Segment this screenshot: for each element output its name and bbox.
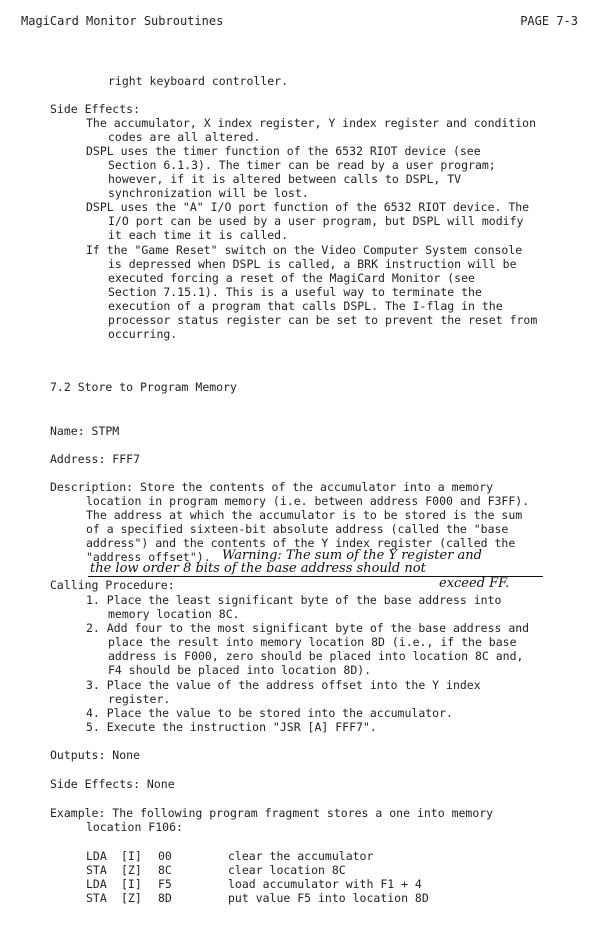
handwritten-warning-2: the low order 8 bits of the base address should not — [90, 561, 426, 576]
page-number: PAGE 7-3 — [520, 14, 578, 28]
body-line: right keyboard controller. — [108, 74, 289, 88]
code-arg: 00 — [158, 849, 172, 863]
procedure-step: 3. Place the value of the address offset into the Y index — [86, 678, 481, 692]
body-line: however, if it is altered between calls to DSPL, TV — [108, 172, 462, 186]
code-comment: clear location 8C — [228, 863, 346, 877]
body-line: DSPL uses the "A" I/O port function of the 6532 RIOT device. The — [86, 200, 530, 214]
body-line: codes are all altered. — [108, 130, 261, 144]
description-line: of a specified sixteen-bit absolute address (called the "base — [86, 522, 509, 536]
code-comment: put value F5 into location 8D — [228, 891, 429, 905]
body-line: it each time it is called. — [108, 228, 289, 242]
body-line: If the "Game Reset" switch on the Video Computer System console — [86, 243, 523, 257]
section-heading-calling-procedure: Calling Procedure: — [50, 578, 175, 592]
field-side-effects: Side Effects: None — [50, 777, 175, 791]
body-line: DSPL uses the timer function of the 6532 RIOT device (see — [86, 144, 481, 158]
running-header-title: MagiCard Monitor Subroutines — [21, 14, 224, 28]
code-mode: [Z] — [121, 891, 142, 905]
code-arg: 8C — [158, 863, 172, 877]
body-line: executed forcing a reset of the MagiCard Monitor (see — [108, 271, 475, 285]
code-mode: [I] — [121, 849, 142, 863]
procedure-step: 4. Place the value to be stored into the accumulator. — [86, 706, 453, 720]
code-op: LDA — [86, 849, 107, 863]
section-heading-side-effects: Side Effects: — [50, 102, 141, 116]
section-heading-7-2: 7.2 Store to Program Memory — [50, 380, 237, 394]
procedure-step: address is F000, zero should be placed into location 8C and, — [108, 649, 524, 663]
field-outputs: Outputs: None — [50, 748, 141, 762]
description-line: address") and the contents of the Y index register (called the — [86, 536, 516, 550]
body-line: synchronization will be lost. — [108, 186, 309, 200]
code-comment: load accumulator with F1 + 4 — [228, 877, 422, 891]
description-line: The address at which the accumulator is to be stored is the sum — [86, 508, 523, 522]
body-line: occurring. — [108, 327, 178, 341]
procedure-step: place the result into memory location 8D (i.e., if the base — [108, 635, 517, 649]
code-op: LDA — [86, 877, 107, 891]
code-op: STA — [86, 863, 107, 877]
body-line: is depressed when DSPL is called, a BRK instruction will be — [108, 257, 517, 271]
body-line: Section 7.15.1). This is a useful way to terminate the — [108, 285, 482, 299]
procedure-step: memory location 8C. — [108, 607, 240, 621]
code-comment: clear the accumulator — [228, 849, 374, 863]
procedure-step: 5. Execute the instruction "JSR [A] FFF7". — [86, 720, 377, 734]
code-arg: F5 — [158, 877, 172, 891]
procedure-step: 2. Add four to the most significant byte of the base address and — [86, 621, 530, 635]
procedure-step: register. — [108, 692, 171, 706]
body-line: The accumulator, X index register, Y index register and condition — [86, 116, 537, 130]
code-mode: [Z] — [121, 863, 142, 877]
code-arg: 8D — [158, 891, 172, 905]
field-name: Name: STPM — [50, 424, 120, 438]
code-mode: [I] — [121, 877, 142, 891]
description-line: Description: Store the contents of the accumulator into a memory — [50, 480, 494, 494]
code-op: STA — [86, 891, 107, 905]
body-line: execution of a program that calls DSPL. The I-flag in the — [108, 299, 503, 313]
field-address: Address: FFF7 — [50, 452, 141, 466]
handwritten-warning-3: exceed FF. — [439, 576, 510, 591]
body-line: I/O port can be used by a user program, but DSPL will modify — [108, 214, 524, 228]
description-line: location in program memory (i.e. between address F000 and F3FF). — [86, 494, 530, 508]
body-line: processor status register can be set to prevent the reset from — [108, 313, 538, 327]
procedure-step: 1. Place the least significant byte of the base address into — [86, 593, 502, 607]
body-line: Section 6.1.3). The timer can be read by a user program; — [108, 158, 496, 172]
handwritten-warning-1: Warning: The sum of the Y register and — [222, 548, 482, 563]
example-line: location F106: — [86, 820, 183, 834]
example-line: Example: The following program fragment stores a one into memory — [50, 806, 494, 820]
procedure-step: F4 should be placed into location 8D). — [108, 663, 372, 677]
description-line: "address offset"). — [86, 550, 211, 564]
